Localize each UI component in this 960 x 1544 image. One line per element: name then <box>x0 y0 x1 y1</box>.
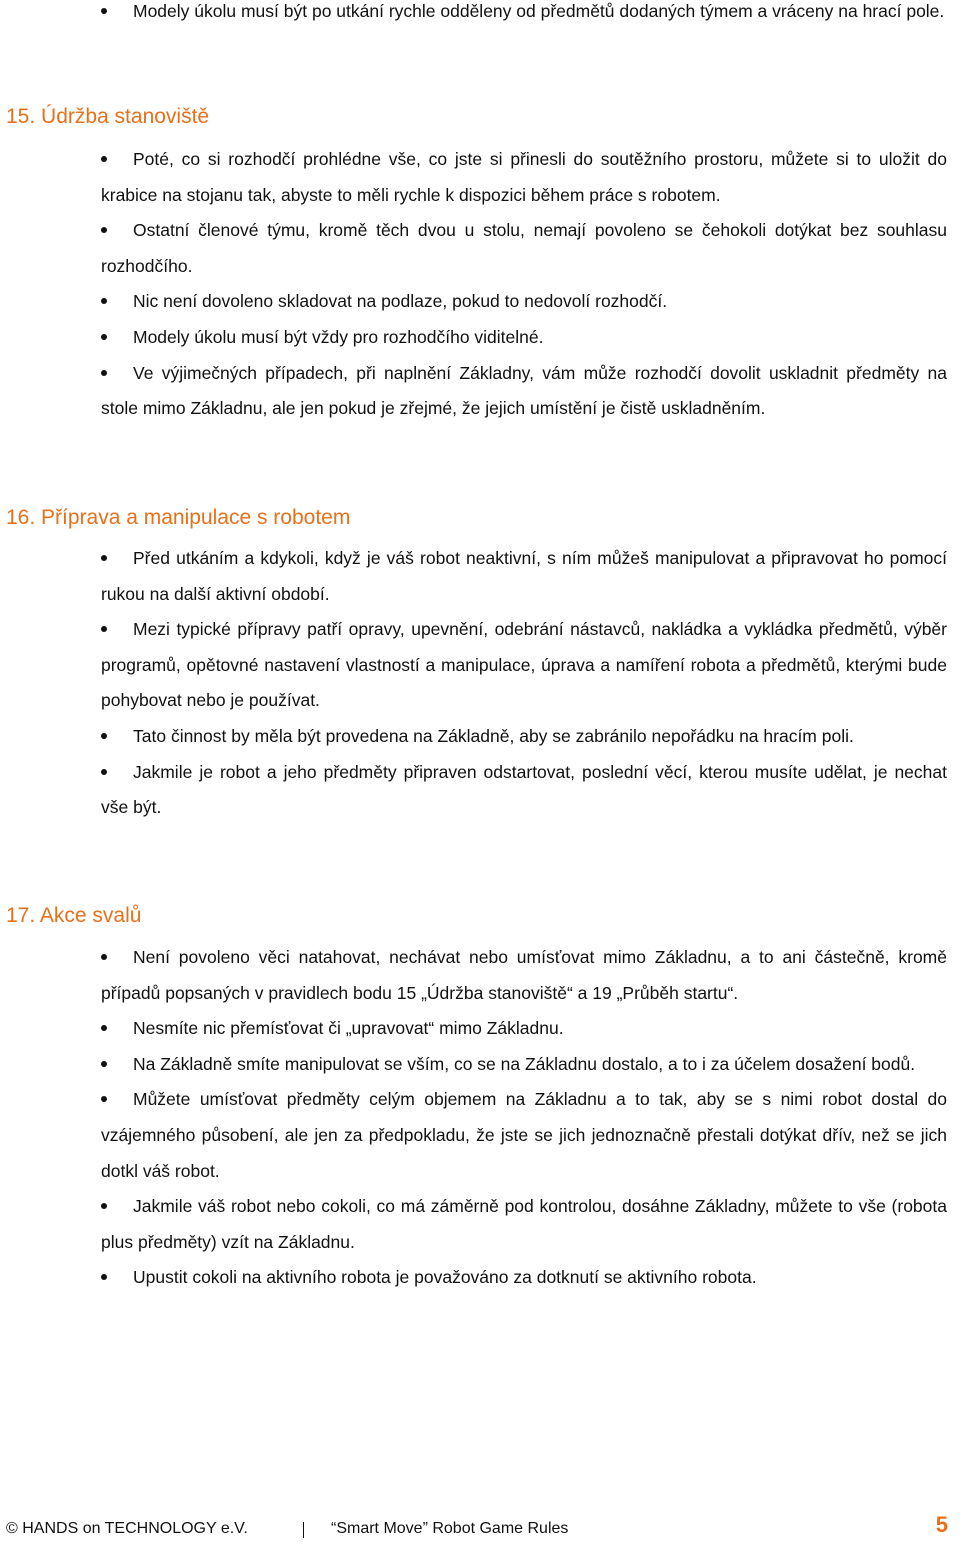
bullet-icon <box>101 1025 107 1031</box>
bullet-list <box>101 541 947 826</box>
bullet-icon <box>101 1061 107 1067</box>
list-item: Nesmíte nic přemísťovat či „upravovat“ mimo Základnu. <box>101 1011 947 1047</box>
bullet-list <box>101 0 947 30</box>
section-heading-16: 16. Příprava a manipulace s robotem <box>6 506 351 529</box>
bullet-icon <box>101 1274 107 1280</box>
list-item: Poté, co si rozhodčí prohlédne vše, co jste si přinesli do soutěžního prostoru, můžete si to uložit do krabice na stojanu tak, abyste to měli rychle k dispozici během práce s robotem. <box>101 149 947 205</box>
bullet-icon <box>101 1203 107 1209</box>
bullet-icon <box>101 954 107 960</box>
list-item: Modely úkolu musí být vždy pro rozhodčího viditelné. <box>101 320 947 356</box>
page-number: 5 <box>935 1512 948 1537</box>
footer-title: “Smart Move” Robot Game Rules <box>331 1520 569 1537</box>
section-heading-15: 15. Údržba stanoviště <box>6 105 210 128</box>
list-item: Upustit cokoli na aktivního robota je považováno za dotknutí se aktivního robota. <box>101 1260 947 1296</box>
bullet-icon <box>101 227 107 233</box>
list-item: Ostatní členové týmu, kromě těch dvou u stolu, nemají povoleno se čehokoli dotýkat bez souhlasu rozhodčího. <box>101 220 947 276</box>
bullet-list <box>101 142 947 427</box>
list-item: Tato činnost by měla být provedena na Základně, aby se zabránilo nepořádku na hracím poli. <box>101 719 947 755</box>
bullet-icon <box>101 555 107 561</box>
bullet-icon <box>101 8 107 14</box>
bullet-icon <box>101 298 107 304</box>
list-item: Jakmile je robot a jeho předměty připraven odstartovat, poslední věcí, kterou musíte udělat, je nechat vše být. <box>101 761 947 818</box>
list-item: Před utkáním a kdykoli, když je váš robot neaktivní, s ním můžeš manipulovat a připravovat ho pomocí rukou na další aktivní období. <box>101 548 947 604</box>
section-heading-17: 17. Akce svalů <box>6 904 142 927</box>
bullet-list <box>101 940 947 1296</box>
bullet-icon <box>101 156 107 162</box>
bullet-icon <box>101 334 107 340</box>
page-footer <box>6 1514 948 1544</box>
list-item: Ve výjimečných případech, při naplnění Základny, vám může rozhodčí dovolit uskladnit předměty na stole mimo Základnu, ale jen pokud je zřejmé, že jejich umístění je čistě uskladněním. <box>101 362 947 419</box>
list-item: Modely úkolu musí být po utkání rychle odděleny od předmětů dodaných týmem a vráceny na hrací pole. <box>101 0 947 30</box>
bullet-icon <box>101 769 107 775</box>
list-item: Můžete umísťovat předměty celým objemem na Základnu a to tak, aby se s nimi robot dostal do vzájemného působení, ale jen za předpokladu, že jste se jich jednoznačně přestali dotýkat dřív, než se jich dotkl váš robot. <box>101 1089 947 1181</box>
footer-copyright: © HANDS on TECHNOLOGY e.V. <box>6 1520 248 1537</box>
bullet-icon <box>101 1096 107 1102</box>
bullet-icon <box>101 733 107 739</box>
footer-divider <box>303 1522 304 1538</box>
bullet-icon <box>101 626 107 632</box>
list-item: Jakmile váš robot nebo cokoli, co má záměrně pod kontrolou, dosáhne Základny, můžete to vše (robota plus předměty) vzít na Základnu. <box>101 1196 947 1252</box>
list-item: Nic není dovoleno skladovat na podlaze, pokud to nedovolí rozhodčí. <box>101 284 947 320</box>
list-item: Mezi typické přípravy patří opravy, upevnění, odebrání nástavců, nakládka a vykládka předmětů, výběr programů, opětovné nastavení vlastností a manipulace, úprava a namíření robota a předmětů, kterými bude pohybovat nebo je používat. <box>101 619 947 711</box>
list-item: Na Základně smíte manipulovat se vším, co se na Základnu dostalo, a to i za účelem dosažení bodů. <box>101 1047 947 1083</box>
bullet-icon <box>101 370 107 376</box>
list-item: Není povoleno věci natahovat, nechávat nebo umísťovat mimo Základnu, a to ani částečně, kromě případů popsaných v pravidlech bodu 15 „Údržba stanoviště“ a 19 „Průběh startu“. <box>101 947 947 1003</box>
